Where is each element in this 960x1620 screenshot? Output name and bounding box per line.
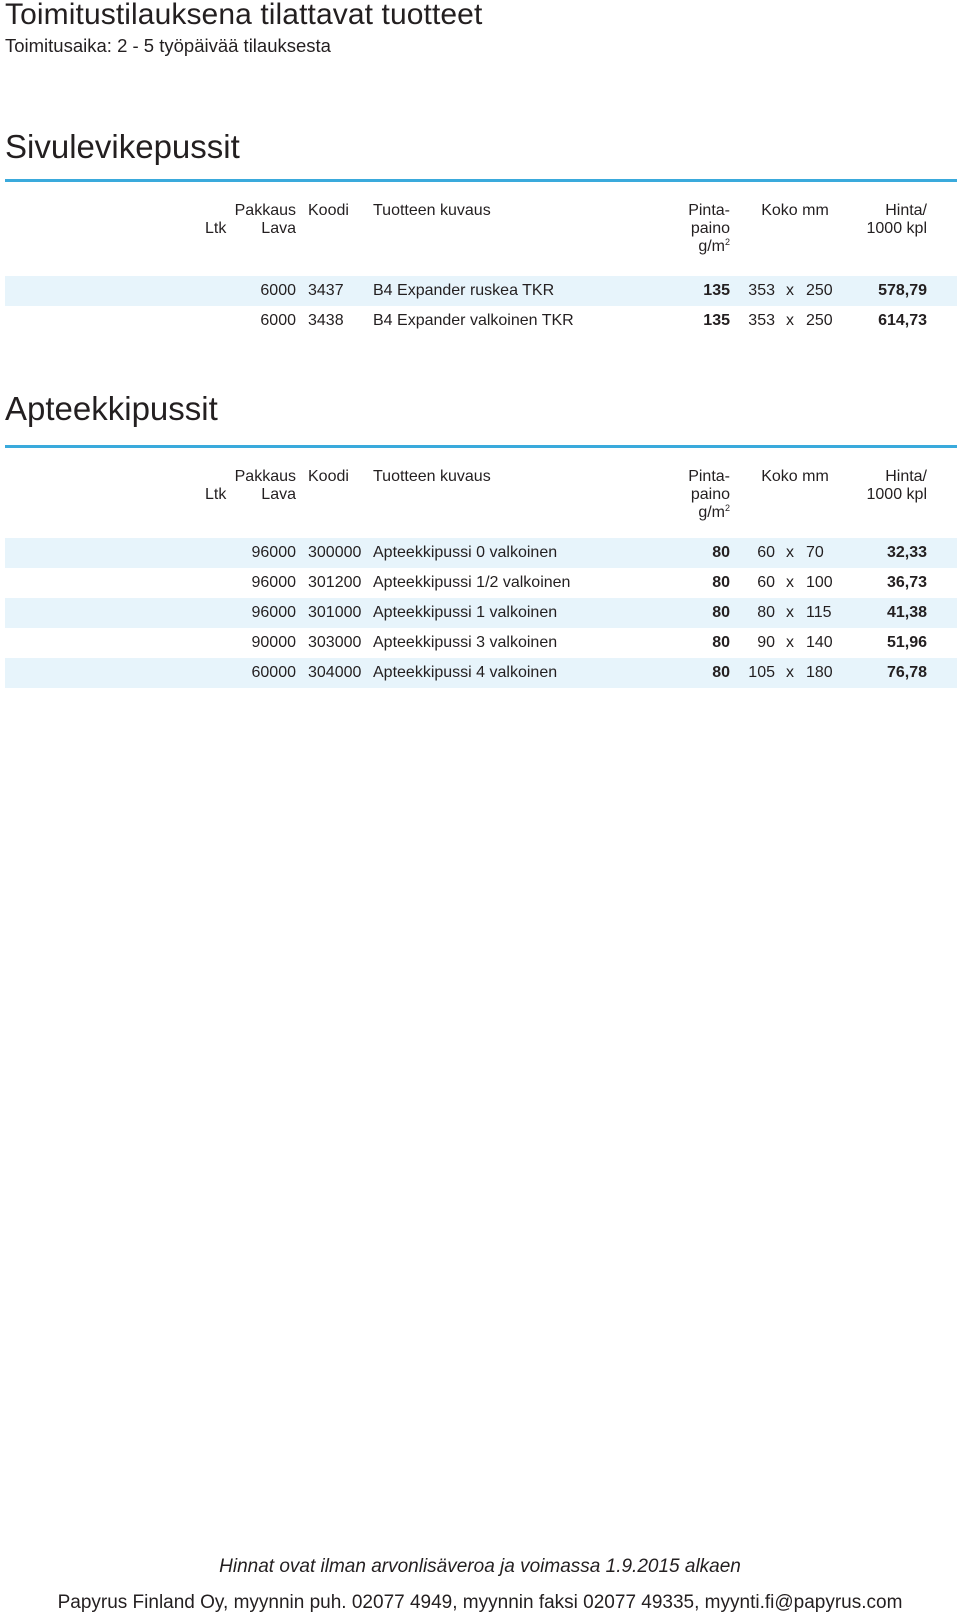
- cell-kuvaus: Apteekkipussi 1 valkoinen: [373, 604, 558, 621]
- unit-superscript: 2: [724, 237, 730, 247]
- cell-koodi: 301000: [308, 604, 362, 621]
- cell-koko-height: 70: [806, 544, 824, 561]
- col-header-hinta: Hinta/: [885, 202, 927, 219]
- section-sivulevikepussit: [0, 128, 960, 343]
- cell-koko-height: 180: [806, 664, 833, 681]
- cell-koko-x: x: [786, 574, 794, 591]
- cell-koko-width: 353: [748, 282, 775, 299]
- cell-kuvaus: B4 Expander ruskea TKR: [373, 282, 555, 299]
- col-header-koko: Koko mm: [761, 202, 829, 219]
- cell-paino: 80: [712, 574, 730, 591]
- section-apteekkipussit: [0, 390, 960, 690]
- table-header: [0, 202, 960, 262]
- table-header: [0, 468, 960, 528]
- col-header-gm: [620, 504, 730, 522]
- col-header-kuvaus: Tuotteen kuvaus: [373, 468, 491, 485]
- col-header-gm: [620, 238, 730, 256]
- col-header-hinta: Hinta/: [885, 468, 927, 485]
- col-header-pakkaus: Pakkaus: [234, 202, 296, 219]
- cell-paino: 135: [703, 312, 730, 329]
- table-row: [5, 538, 957, 568]
- cell-koko-width: 105: [748, 664, 775, 681]
- col-header-paino: paino: [690, 220, 730, 237]
- cell-pakkaus: 96000: [251, 604, 296, 621]
- page-subtitle: Toimitusaika: 2 - 5 työpäivää tilauksesta: [5, 35, 331, 56]
- cell-koko-width: 60: [757, 544, 775, 561]
- price-footnote: Hinnat ovat ilman arvonlisäveroa ja voimassa 1.9.2015 alkaen: [219, 1556, 741, 1577]
- cell-koko-height: 115: [806, 604, 832, 621]
- cell-koodi: 304000: [308, 664, 362, 681]
- section-divider: [5, 445, 957, 448]
- cell-kuvaus: Apteekkipussi 0 valkoinen: [373, 544, 558, 561]
- cell-koko-width: 60: [757, 574, 775, 591]
- cell-koko-x: x: [786, 282, 794, 299]
- cell-paino: 80: [712, 604, 730, 621]
- cell-pakkaus: 6000: [260, 312, 296, 329]
- table-row: [5, 658, 957, 688]
- cell-koodi: 303000: [308, 634, 362, 651]
- cell-hinta: 36,73: [886, 574, 927, 591]
- cell-pakkaus: 96000: [251, 574, 296, 591]
- col-header-koko: Koko mm: [761, 468, 829, 485]
- cell-koko-x: x: [786, 604, 794, 621]
- table-row: [5, 306, 957, 336]
- cell-kuvaus: B4 Expander valkoinen TKR: [373, 312, 574, 329]
- table-row: [5, 628, 957, 658]
- col-header-kpl: 1000 kpl: [866, 220, 927, 237]
- cell-paino: 135: [703, 282, 730, 299]
- section-title: Sivulevikepussit: [5, 128, 240, 165]
- col-header-ltk: Ltk: [205, 486, 227, 503]
- col-header-kuvaus: Tuotteen kuvaus: [373, 202, 491, 219]
- cell-paino: 80: [712, 664, 730, 681]
- cell-koodi: 3437: [308, 282, 344, 299]
- cell-pakkaus: 96000: [251, 544, 296, 561]
- cell-pakkaus: 60000: [251, 664, 296, 681]
- section-title: Apteekkipussit: [5, 390, 218, 427]
- cell-koko-x: x: [786, 664, 794, 681]
- company-contact-footer: Papyrus Finland Oy, myynnin puh. 02077 4949, myynnin faksi 02077 49335, myynti.fi@papyrus.com: [57, 1592, 903, 1613]
- cell-koko-height: 250: [806, 282, 833, 299]
- section-divider: [5, 179, 957, 182]
- cell-hinta: 76,78: [886, 664, 927, 681]
- cell-koodi: 301200: [308, 574, 362, 591]
- unit-superscript: 2: [724, 503, 730, 513]
- col-header-koodi: Koodi: [308, 202, 349, 219]
- col-header-pinta: Pinta-: [688, 202, 730, 219]
- cell-koko-x: x: [786, 634, 794, 651]
- cell-kuvaus: Apteekkipussi 3 valkoinen: [373, 634, 558, 651]
- col-header-pinta: Pinta-: [688, 468, 730, 485]
- page-title: Toimitustilauksena tilattavat tuotteet: [5, 0, 483, 31]
- col-header-kpl: 1000 kpl: [866, 486, 927, 503]
- cell-koko-width: 353: [748, 312, 775, 329]
- unit-gm: g/m: [698, 238, 725, 255]
- cell-kuvaus: Apteekkipussi 4 valkoinen: [373, 664, 558, 681]
- col-header-pakkaus: Pakkaus: [234, 468, 296, 485]
- col-header-paino: paino: [690, 486, 730, 503]
- cell-paino: 80: [712, 634, 730, 651]
- cell-kuvaus: Apteekkipussi 1/2 valkoinen: [373, 574, 571, 591]
- table-row: [5, 598, 957, 628]
- cell-koko-x: x: [786, 544, 794, 561]
- cell-koko-x: x: [786, 312, 794, 329]
- cell-hinta: 578,79: [878, 282, 927, 299]
- cell-pakkaus: 90000: [251, 634, 296, 651]
- cell-pakkaus: 6000: [260, 282, 296, 299]
- cell-koko-height: 140: [806, 634, 833, 651]
- cell-koodi: 300000: [308, 544, 362, 561]
- col-header-koodi: Koodi: [308, 468, 349, 485]
- cell-koko-height: 100: [806, 574, 833, 591]
- table-row: [5, 276, 957, 306]
- cell-koko-height: 250: [806, 312, 833, 329]
- table-row: [5, 568, 957, 598]
- cell-hinta: 614,73: [878, 312, 927, 329]
- col-header-lava: Lava: [261, 486, 296, 503]
- col-header-ltk: Ltk: [205, 220, 227, 237]
- cell-koko-width: 80: [757, 604, 775, 621]
- cell-hinta: 41,38: [886, 604, 927, 621]
- cell-hinta: 51,96: [886, 634, 927, 651]
- cell-koko-width: 90: [757, 634, 775, 651]
- cell-paino: 80: [712, 544, 730, 561]
- unit-gm: g/m: [698, 504, 725, 521]
- cell-koodi: 3438: [308, 312, 344, 329]
- col-header-lava: Lava: [261, 220, 296, 237]
- cell-hinta: 32,33: [886, 544, 927, 561]
